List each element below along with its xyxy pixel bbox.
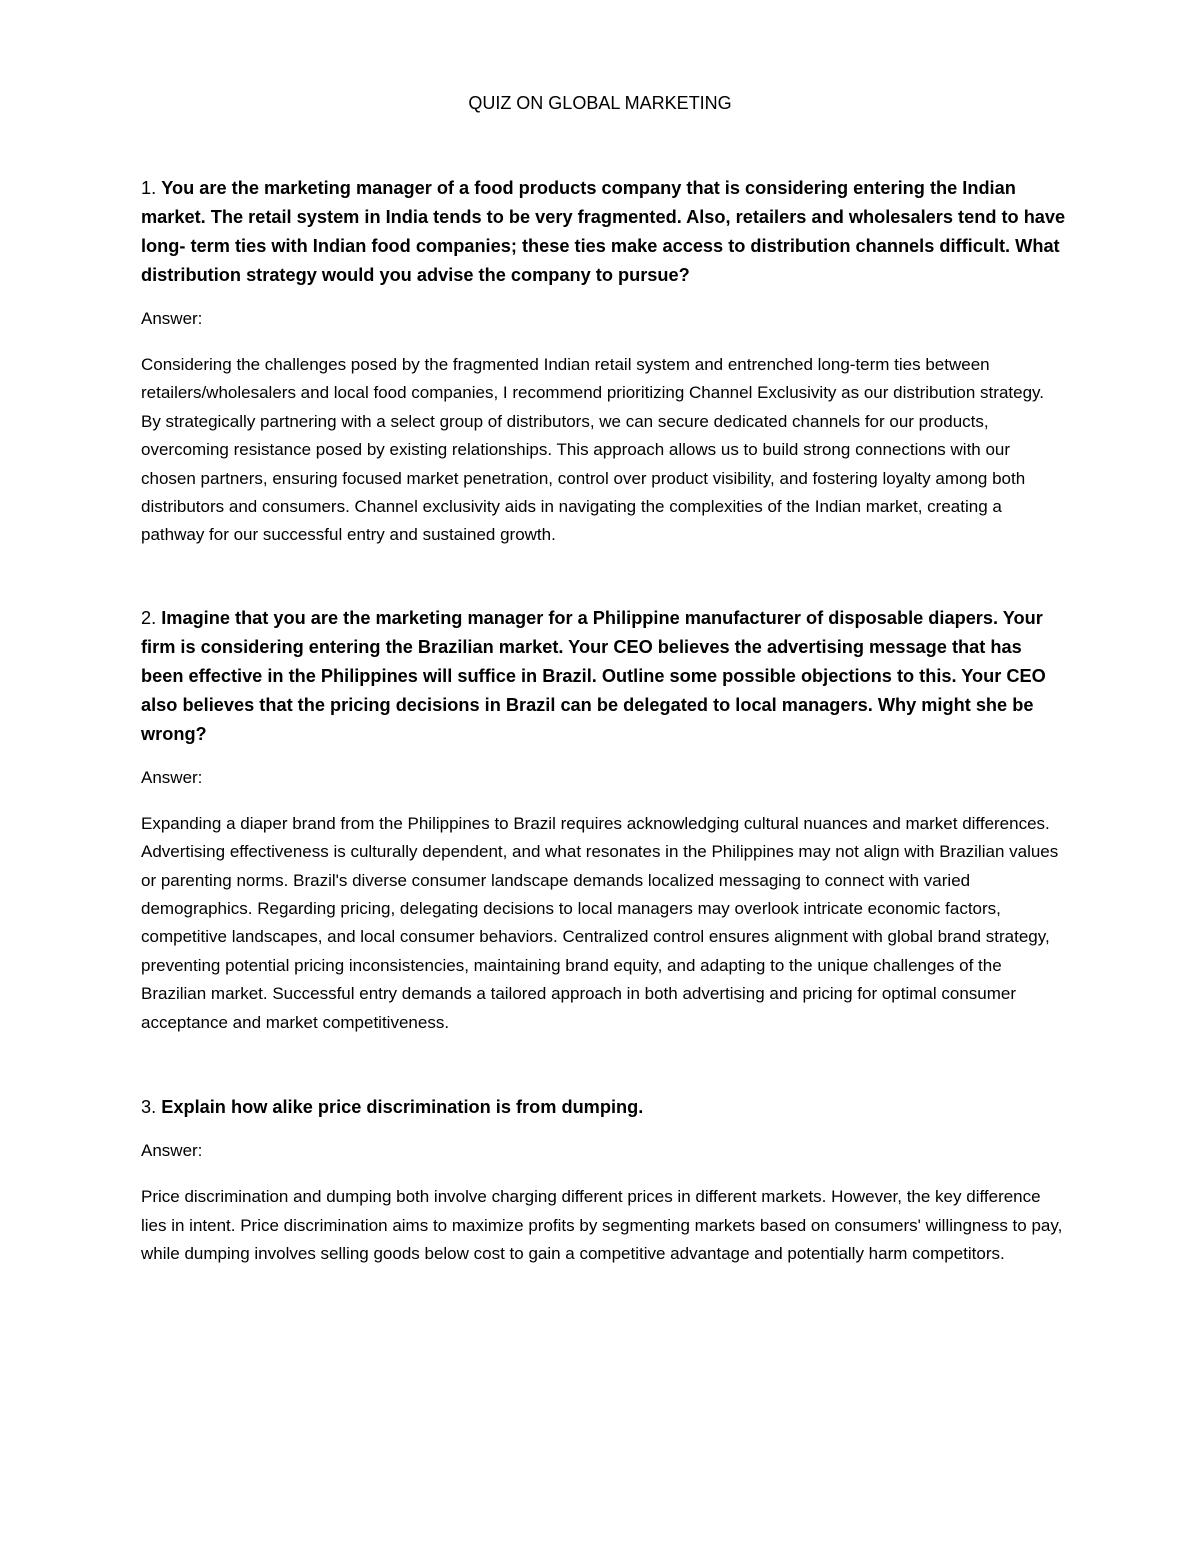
question-text: You are the marketing manager of a food products company that is considering entering the Indian market. The retail system in India tends to be very fragmented. Also, retailers and wholesalers tend to have long- term ties with Indian food companies; these ties make access to distribution channels difficult. What distribution strategy would you advise the company to pursue?	[141, 178, 1066, 285]
answer-text-3: Price discrimination and dumping both involve charging different prices in different markets. However, the key difference lies in intent. Price discrimination aims to maximize profits by segmenting markets based on consumers' willingness to pay, while dumping involves selling goods below cost to gain a competitive advantage and potentially harm competitors.	[141, 1187, 1063, 1263]
page-title: QUIZ ON GLOBAL MARKETING	[468, 93, 732, 113]
question-2	[141, 604, 1066, 749]
question-section-3	[141, 1093, 1066, 1268]
answer-label: Answer:	[141, 767, 203, 787]
question-section-1	[141, 174, 1066, 550]
question-text: Explain how alike price discrimination is from dumping.	[161, 1097, 644, 1118]
question-3	[141, 1093, 1066, 1122]
question-section-2	[141, 604, 1066, 1037]
answer-text-1: Considering the challenges posed by the fragmented Indian retail system and entrenched long-term ties between retailers/wholesalers and local food companies, I recommend prioritizing Channel Exclusivity as our distribution strategy. By strategically partnering with a select group of distributors, we can secure dedicated channels for our products, overcoming resistance posed by existing relationships. This approach allows us to build strong connections with our chosen partners, ensuring focused market penetration, control over product visibility, and fostering loyalty among both distributors and consumers. Channel exclusivity aids in navigating the complexities of the Indian market, creating a pathway for our successful entry and sustained growth.	[141, 355, 1044, 545]
answer-text-2: Expanding a diaper brand from the Philippines to Brazil requires acknowledging cultural nuances and market differences. Advertising effectiveness is culturally dependent, and what resonates in the Philippines may not align with Brazilian values or parenting norms. Brazil's diverse consumer landscape demands localized messaging to connect with varied demographics. Regarding pricing, delegating decisions to local managers may overlook intricate economic factors, competitive landscapes, and local consumer behaviors. Centralized control ensures alignment with global brand strategy, preventing potential pricing inconsistencies, maintaining brand equity, and adapting to the unique challenges of the Brazilian market. Successful entry demands a tailored approach in both advertising and pricing for optimal consumer acceptance and market competitiveness.	[141, 813, 1059, 1032]
question-text: Imagine that you are the marketing manager for a Philippine manufacturer of disposable diapers. Your firm is considering entering the Brazilian market. Your CEO believes the advertising message that has been effective in the Philippines will suffice in Brazil. Outline some possible objections to this. Your CEO also believes that the pricing decisions in Brazil can be delegated to local managers. Why might she be wrong?	[141, 607, 1046, 744]
question-number: 3.	[141, 1097, 157, 1118]
question-1	[141, 174, 1066, 290]
question-number: 1.	[141, 178, 157, 198]
document-body	[141, 174, 1066, 1268]
question-number: 2.	[141, 607, 157, 628]
answer-label: Answer:	[141, 1141, 203, 1161]
answer-label: Answer:	[141, 309, 203, 328]
